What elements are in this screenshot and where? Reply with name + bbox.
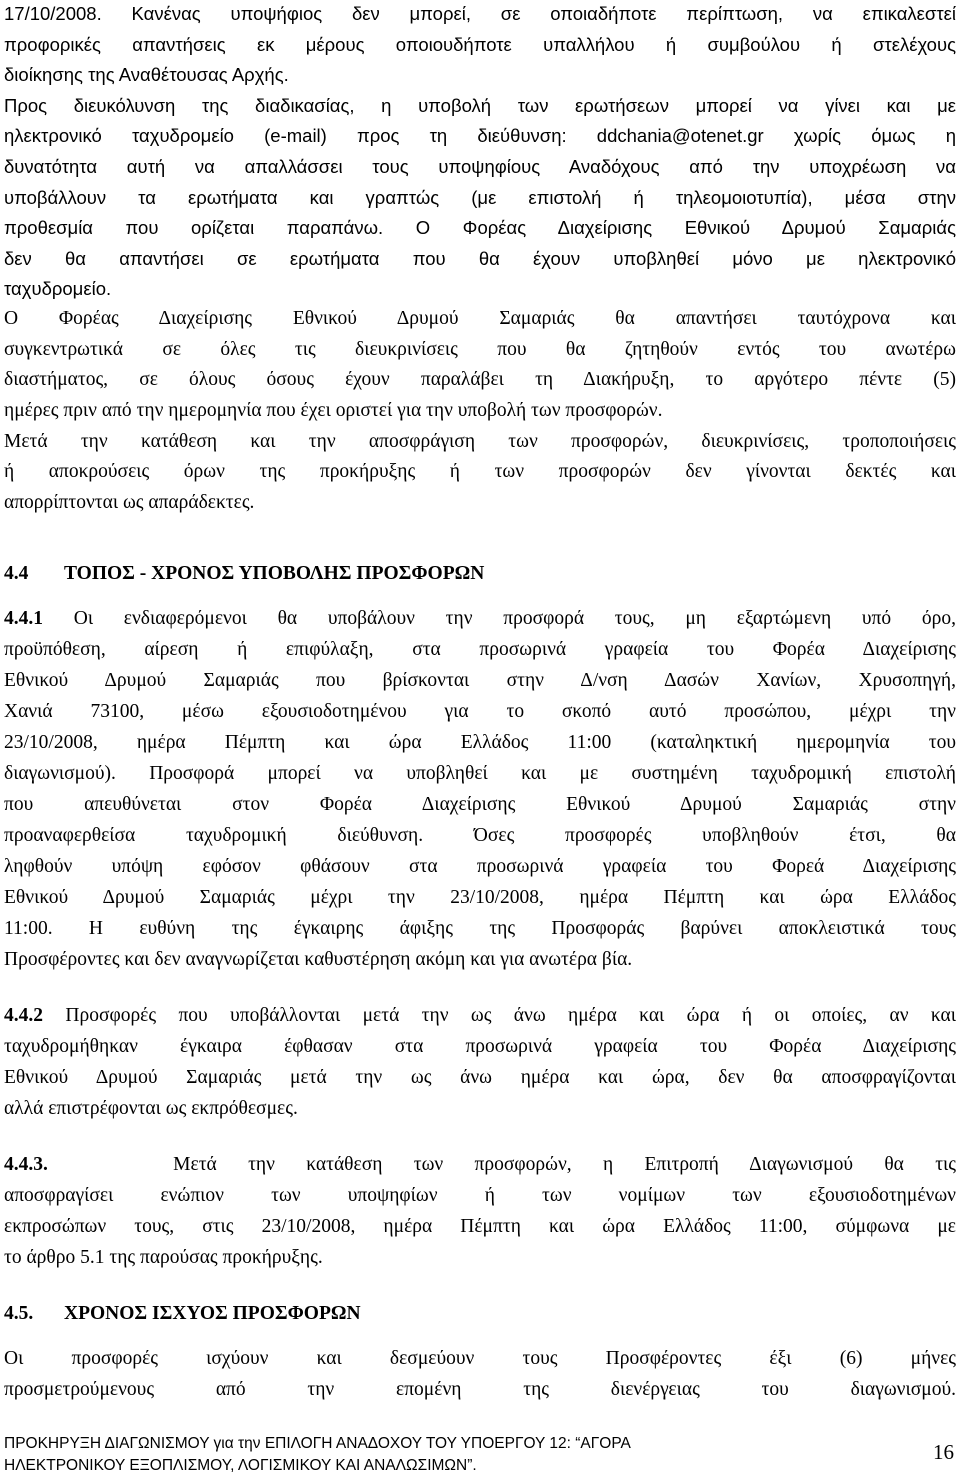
body-text-line: δεν θα απαντήσει σε ερωτήματα που θα έχουν υποβληθεί μόνο με ηλεκτρονικό <box>4 248 956 269</box>
paragraph-4-4-3-line: 4.4.3. Μετά την κατάθεση των προσφορών, η Επιτροπή Διαγωνισμού θα τις <box>4 1154 956 1175</box>
body-text-line: προθεσμία που ορίζεται παραπάνω. Ο Φορέας Διαχείρισης Εθνικού Δρυμού Σαμαριάς <box>4 217 956 238</box>
body-text-line: προφορικές απαντήσεις εκ μέρους οποιουδήποτε υπαλλήλου ή συμβούλου ή στελέχους <box>4 34 956 55</box>
body-text-line: συγκεντρωτικά σε όλες τις διευκρινίσεις που θα ζητηθούν εντός του ανωτέρω <box>4 339 956 360</box>
paragraph-4-4-3-line: εκπροσώπων τους, στις 23/10/2008, ημέρα Πέμπτη και ώρα Ελλάδος 11:00, σύμφωνα με <box>4 1216 956 1237</box>
clause-number: 4.4.3. <box>4 1154 48 1175</box>
body-text-line: 17/10/2008. Κανένας υποψήφιος δεν μπορεί, σε οποιαδήποτε περίπτωση, να επικαλεστεί <box>4 3 956 24</box>
body-text-line: ή αποκρούσεις όρων της προκήρυξης ή των προσφορών δεν γίνονται δεκτές και <box>4 461 956 482</box>
paragraph-4-5-line: Οι προσφορές ισχύουν και δεσμεύουν τους Προσφέροντες έξι (6) μήνες <box>4 1348 956 1369</box>
paragraph-4-4-1-line: 11:00. Η ευθύνη της έγκαιρης άφιξης της Προσφοράς βαρύνει αποκλειστικά τους <box>4 918 956 939</box>
body-text-line: διαστήματος, σε όλους όσους έχουν παραλάβει τη Διακήρυξη, το αργότερο πέντε (5) <box>4 369 956 390</box>
body-text-line: δυνατότητα αυτή να απαλλάσσει τους υποψηφίους Αναδόχους από την υποχρέωση να <box>4 156 956 177</box>
paragraph-4-4-1-line: 23/10/2008, ημέρα Πέμπτη και ώρα Ελλάδος 11:00 (καταληκτική ημερομηνία του <box>4 732 956 753</box>
body-text-line: Προς διευκόλυνση της διαδικασίας, η υποβολή των ερωτήσεων μπορεί να γίνει και με <box>4 95 956 116</box>
footer-line: ΗΛΕΚΤΡΟΝΙΚΟΥ ΕΞΟΠΛΙΣΜΟΥ, ΛΟΓΙΣΜΙΚΟΥ ΚΑΙ ΑΝΑΛΩΣΙΜΩΝ”. <box>4 1457 477 1474</box>
paragraph-4-4-1-line: προϋπόθεση, αίρεση ή επιφύλαξη, στα προσωρινά γραφεία του Φορέα Διαχείρισης <box>4 639 956 660</box>
body-text-line: ημέρες πριν από την ημερομηνία που έχει οριστεί για την υποβολή των προσφορών. <box>4 400 663 421</box>
paragraph-4-4-3-line: αποσφραγίσει ενώπιον των υποψηφίων ή των νομίμων των εξουσιοδοτημένων <box>4 1185 956 1206</box>
section-number: 4.4 <box>4 563 29 584</box>
paragraph-4-4-1-line: Προσφέροντες και δεν αναγνωρίζεται καθυστέρηση ακόμη και για ανωτέρα βία. <box>4 949 633 970</box>
paragraph-4-4-1-line: 4.4.1 Οι ενδιαφερόμενοι θα υποβάλουν την προσφορά τους, μη εξαρτώμενη υπό όρο, <box>4 608 956 629</box>
section-number: 4.5. <box>4 1303 34 1324</box>
footer-line: ΠΡΟΚΗΡΥΞΗ ΔΙΑΓΩΝΙΣΜΟΥ για την ΕΠΙΛΟΓΗ ΑΝΑΔΟΧΟΥ ΤΟΥ ΥΠΟΕΡΓΟΥ 12: “ΑΓΟΡΑ <box>4 1435 631 1452</box>
body-text-line: απορρίπτονται ως απαράδεκτες. <box>4 492 255 513</box>
paragraph-4-4-1-line: Εθνικού Δρυμού Σαμαριάς μέχρι την 23/10/2008, ημέρα Πέμπτη και ώρα Ελλάδος <box>4 887 956 908</box>
page-number: 16 <box>933 1440 954 1464</box>
paragraph-4-4-1-line: Χανιά 73100, μέσω εξουσιοδοτημένου για το σκοπό αυτό προσώπου, μέχρι την <box>4 701 956 722</box>
body-text-line: ηλεκτρονικό ταχυδρομείο (e-mail) προς τη διεύθυνση: ddchania@otenet.gr χωρίς όμως η <box>4 125 956 146</box>
paragraph-4-4-1-line: που απευθύνεται στον Φορέα Διαχείρισης Εθνικού Δρυμού Σαμαριάς στην <box>4 794 956 815</box>
paragraph-4-4-1-line: διαγωνισμού). Προσφορά μπορεί να υποβληθεί και με συστημένη ταχυδρομική επιστολή <box>4 763 956 784</box>
section-title: ΤΟΠΟΣ - ΧΡΟΝΟΣ ΥΠΟΒΟΛΗΣ ΠΡΟΣΦΟΡΩΝ <box>64 563 485 584</box>
section-heading-4-5 <box>4 1300 361 1328</box>
paragraph-4-4-2-line: αλλά επιστρέφονται ως εκπρόθεσμες. <box>4 1098 298 1119</box>
paragraph-4-4-1-line: ληφθούν υπόψη εφόσον φθάσουν στα προσωρινά γραφεία του Φορεά Διαχείρισης <box>4 856 956 877</box>
body-text-line: υποβάλλουν τα ερωτήματα και γραπτώς (με επιστολή ή τηλεομοιοτυπία), μέσα στην <box>4 187 956 208</box>
paragraph-4-5-line: προσμετρούμενους από την επομένη της διενέργειας του διαγωνισμού. <box>4 1379 956 1400</box>
paragraph-4-4-3-line: το άρθρο 5.1 της παρούσας προκήρυξης. <box>4 1247 323 1268</box>
clause-number: 4.4.1 <box>4 608 43 629</box>
paragraph-4-4-2-line: ταχυδρομήθηκαν έγκαιρα έφθασαν στα προσωρινά γραφεία του Φορέα Διαχείρισης <box>4 1036 956 1057</box>
body-text-line: Ο Φορέας Διαχείρισης Εθνικού Δρυμού Σαμαριάς θα απαντήσει ταυτόχρονα και <box>4 308 956 329</box>
paragraph-4-4-1-line: Εθνικού Δρυμού Σαμαριάς που βρίσκονται στην Δ/νση Δασών Χανίων, Χρυσοπηγή, <box>4 670 956 691</box>
section-heading-4-4 <box>4 560 484 588</box>
paragraph-4-4-2-line: Εθνικού Δρυμού Σαμαριάς μετά την ως άνω ημέρα και ώρα, δεν θα αποσφραγίζονται <box>4 1067 956 1088</box>
paragraph-4-4-2-line: 4.4.2 Προσφορές που υποβάλλονται μετά την ως άνω ημέρα και ώρα ή οι οποίες, αν και <box>4 1005 956 1026</box>
section-title: ΧΡΟΝΟΣ ΙΣΧΥΟΣ ΠΡΟΣΦΟΡΩΝ <box>64 1303 361 1324</box>
body-text-line: διοίκησης της Αναθέτουσας Αρχής. <box>4 64 289 85</box>
body-text-line: ταχυδρομείο. <box>4 278 112 299</box>
clause-number: 4.4.2 <box>4 1005 43 1026</box>
paragraph-4-4-1-line: προαναφερθείσα ταχυδρομική διεύθυνση. Όσες προσφορές υποβληθούν έτσι, θα <box>4 825 956 846</box>
body-text-line: Μετά την κατάθεση και την αποσφράγιση των προσφορών, διευκρινίσεις, τροποποιήσεις <box>4 431 956 452</box>
